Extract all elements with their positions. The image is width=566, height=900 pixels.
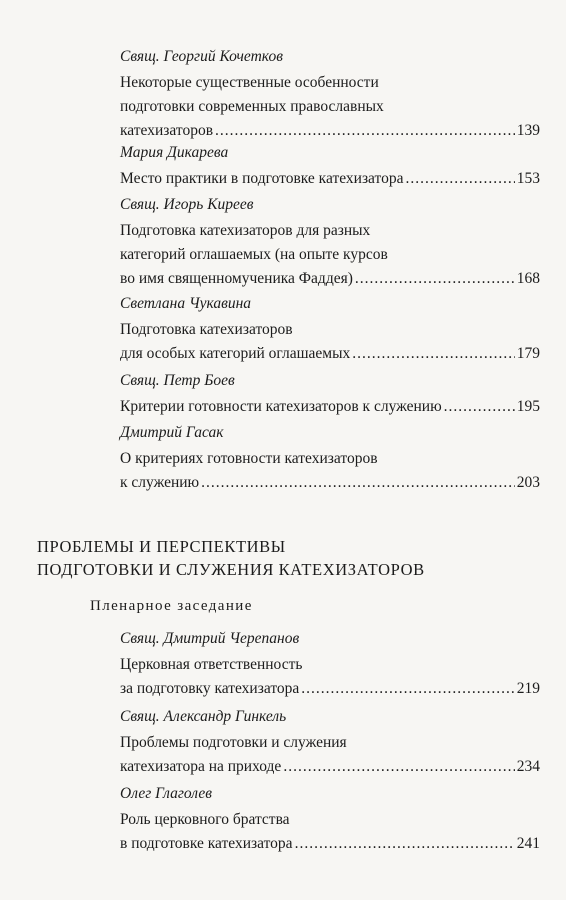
entry-title-last-line: [120, 832, 540, 856]
entry-author: Свящ. Петр Боев: [120, 372, 235, 389]
toc-entry: [120, 370, 540, 419]
entry-title-line: Подготовка катехизаторов для разных: [120, 222, 371, 239]
toc-entry: [120, 293, 540, 366]
entry-title-line: в подготовке катехизатора: [120, 835, 293, 852]
dot-leader: [355, 267, 515, 291]
entry-author: Свящ. Александр Гинкель: [120, 708, 287, 725]
toc-entry: [120, 142, 540, 191]
entry-title-last-line: [120, 755, 540, 779]
section-heading-line: ПОДГОТОВКИ И СЛУЖЕНИЯ КАТЕХИЗАТОРОВ: [37, 560, 425, 579]
entry-title-line: катехизаторов: [120, 122, 214, 139]
dot-leader: [201, 471, 515, 495]
toc-entry: [120, 422, 540, 495]
toc-entry: [120, 706, 540, 779]
entry-title-line: за подготовку катехизатора: [120, 680, 300, 697]
page-number: 179: [516, 345, 540, 362]
entry-title-line: Подготовка катехизаторов: [120, 321, 293, 338]
toc-entry: [120, 46, 540, 143]
page-number: 168: [516, 270, 540, 287]
entry-title-last-line: [120, 167, 540, 191]
entry-title-last-line: [120, 677, 540, 701]
entry-author: Свящ. Игорь Киреев: [120, 196, 254, 213]
entry-title-line: подготовки современных православных: [120, 98, 384, 115]
entry-author: Дмитрий Гасак: [120, 424, 224, 441]
entry-title-last-line: [120, 119, 540, 143]
dot-leader: [283, 755, 514, 779]
entry-title-last-line: [120, 395, 540, 419]
entry-title-line: категорий оглашаемых (на опыте курсов: [120, 246, 388, 263]
dot-leader: [444, 395, 515, 419]
toc-entry: [120, 628, 540, 701]
dot-leader: [352, 342, 514, 366]
entry-title-line: О критериях готовности катехизаторов: [120, 450, 378, 467]
page-number: 153: [516, 170, 540, 187]
entry-title-line: Место практики в подготовке катехизатора: [120, 170, 404, 187]
entry-author: Олег Глаголев: [120, 785, 212, 802]
entry-author: Мария Дикарева: [120, 144, 229, 161]
entry-title-line: Проблемы подготовки и служения: [120, 734, 347, 751]
page-number: 241: [516, 835, 540, 852]
toc-entry: [120, 194, 540, 291]
toc-entry: [120, 783, 540, 856]
entry-title-last-line: [120, 267, 540, 291]
entry-title-last-line: [120, 471, 540, 495]
entry-author: Свящ. Георгий Кочетков: [120, 48, 283, 65]
page-number: 195: [516, 398, 540, 415]
dot-leader: [406, 167, 515, 191]
page-number: 219: [516, 680, 540, 697]
entry-title-line: катехизатора на приходе: [120, 758, 282, 775]
entry-title-line: Роль церковного братства: [120, 811, 290, 828]
page-number: 203: [516, 474, 540, 491]
entry-title-line: Критерии готовности катехизаторов к служению: [120, 398, 442, 415]
entry-title-line: для особых категорий оглашаемых: [120, 345, 351, 362]
dot-leader: [295, 832, 515, 856]
dot-leader: [301, 677, 514, 701]
dot-leader: [215, 119, 515, 143]
entry-title-line: Некоторые существенные особенности: [120, 74, 379, 91]
entry-title-line: во имя священномученика Фаддея): [120, 270, 353, 287]
entry-author: Свящ. Дмитрий Черепанов: [120, 630, 300, 647]
section-heading-line: ПРОБЛЕМЫ И ПЕРСПЕКТИВЫ: [37, 537, 286, 556]
page-number: 139: [516, 122, 540, 139]
entry-title-last-line: [120, 342, 540, 366]
section-heading: [37, 535, 425, 581]
subsection-heading: Пленарное заседание: [90, 598, 253, 614]
entry-author: Светлана Чукавина: [120, 295, 252, 312]
page-number: 234: [516, 758, 540, 775]
entry-title-line: Церковная ответственность: [120, 656, 303, 673]
entry-title-line: к служению: [120, 474, 200, 491]
